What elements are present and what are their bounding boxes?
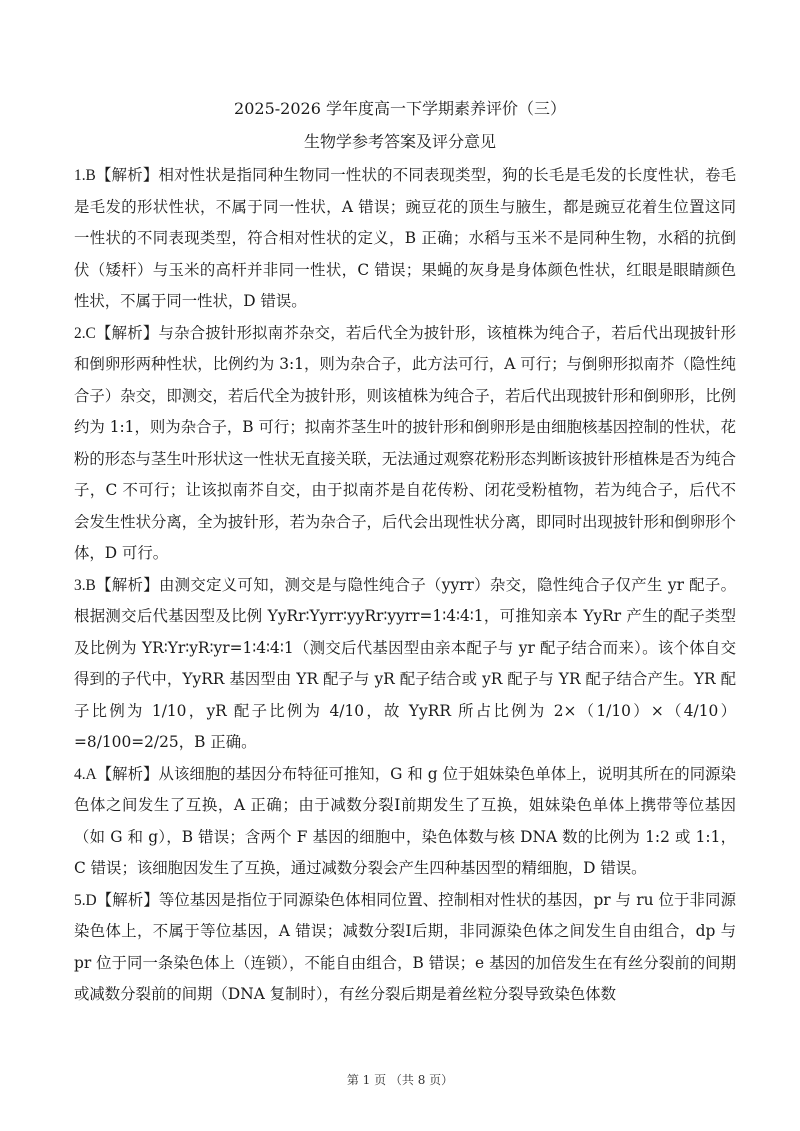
answer-item-1	[74, 160, 736, 318]
answer-body	[74, 160, 736, 1011]
answer-label: 1.B【解析】	[74, 167, 159, 184]
answer-label: 5.D【解析】	[74, 891, 159, 909]
answer-text: 与杂合披针形拟南芥杂交，若后代全为披针形，该植株为纯合子，若后代出现披针形和倒卵形两种性状，比例约为 3:1，则为杂合子，此方法可行，A 可行；与倒卵形拟南芥（隐性纯合子）杂交，即测交，若后代全为披针形，则该植株为纯合子，若后代出现披针形和倒卵形，比例约为 1:1，则为杂合子，B 可行；拟南芥茎生叶的披针形和倒卵形是由细胞核基因控制的性状，花粉的形态与茎生叶形状这一性状无直接关联，无法通过观察花粉形态判断该披针形植株是否为纯合子，C 不可行；让该拟南芥自交，由于拟南芥是自花传粉、闭花受粉植物，若为纯合子，后代不会发生性状分离，全为披针形，若为杂合子，后代会出现性状分离，即同时出现披针形和倒卵形个体，D 可行。	[74, 323, 736, 562]
page-footer: 第 1 页 （共 8 页）	[346, 1073, 454, 1087]
answer-item-5	[74, 885, 736, 1011]
document-title: 2025-2026 学年度高一下学期素养评价（三）	[234, 99, 566, 118]
answer-text: 由测交定义可知，测交是与隐性纯合子（yyrr）杂交，隐性纯合子仅产生 yr 配子。根据测交后代基因型及比例 YyRr∶Yyrr∶yyRr∶yyrr=1∶4∶4∶1，可推知亲本 YyRr 产生的配子类型及比例为 YR∶Yr∶yR∶yr=1∶4∶4∶1（测交后代基因型由亲本配子与 yr 配子结合而来）。该个体自交得到的子代中，YyRR 基因型由 YR 配子与 yR 配子结合或 yR 配子与 YR 配子结合产生。YR 配子比例为 1/10，yR 配子比例为 4/10，故 YyRR 所占比例为 2×（1/10）×（4/10）=8/100=2/25，B 正确。	[74, 575, 736, 751]
answer-item-4	[74, 759, 736, 885]
answer-item-2	[74, 318, 736, 570]
answer-text: 等位基因是指位于同源染色体相同位置、控制相对性状的基因，pr 与 ru 位于非同源染色体上，不属于等位基因，A 错误；减数分裂Ⅰ后期，非同源染色体之间发生自由组合，dp 与 pr 位于同一条染色体上（连锁），不能自由组合，B 错误；e 基因的加倍发生在有丝分裂前的间期或减数分裂前的间期（DNA 复制时），有丝分裂后期是着丝粒分裂导致染色体数	[74, 890, 736, 1003]
answer-label: 3.B【解析】	[74, 576, 159, 594]
answer-label: 2.C【解析】	[74, 324, 159, 342]
answer-item-3	[74, 570, 736, 759]
answer-text: 相对性状是指同种生物同一性状的不同表现类型，狗的长毛是毛发的长度性状，卷毛是毛发的形状性状，不属于同一性状，A 错误；豌豆花的顶生与腋生，都是豌豆花着生位置这同一性状的不同表现类型，符合相对性状的定义，B 正确；水稻与玉米不是同种生物，水稻的抗倒伏（矮杆）与玉米的高杆并非同一性状，C 错误；果蝇的灰身是身体颜色性状，红眼是眼睛颜色性状，不属于同一性状，D 错误。	[74, 166, 736, 310]
document-subtitle: 生物学参考答案及评分意见	[303, 132, 496, 151]
answer-label: 4.A【解析】	[74, 765, 159, 783]
answer-text: 从该细胞的基因分布特征可推知，G 和 g 位于姐妹染色单体上，说明其所在的同源染色体之间发生了互换，A 正确；由于减数分裂Ⅰ前期发生了互换，姐妹染色单体上携带等位基因（如 G 和 g），B 错误；含两个 F 基因的细胞中，染色体数与核 DNA 数的比例为 1:2 或 1:1，C 错误；该细胞因发生了互换，通过减数分裂会产生四种基因型的精细胞，D 错误。	[74, 764, 736, 877]
